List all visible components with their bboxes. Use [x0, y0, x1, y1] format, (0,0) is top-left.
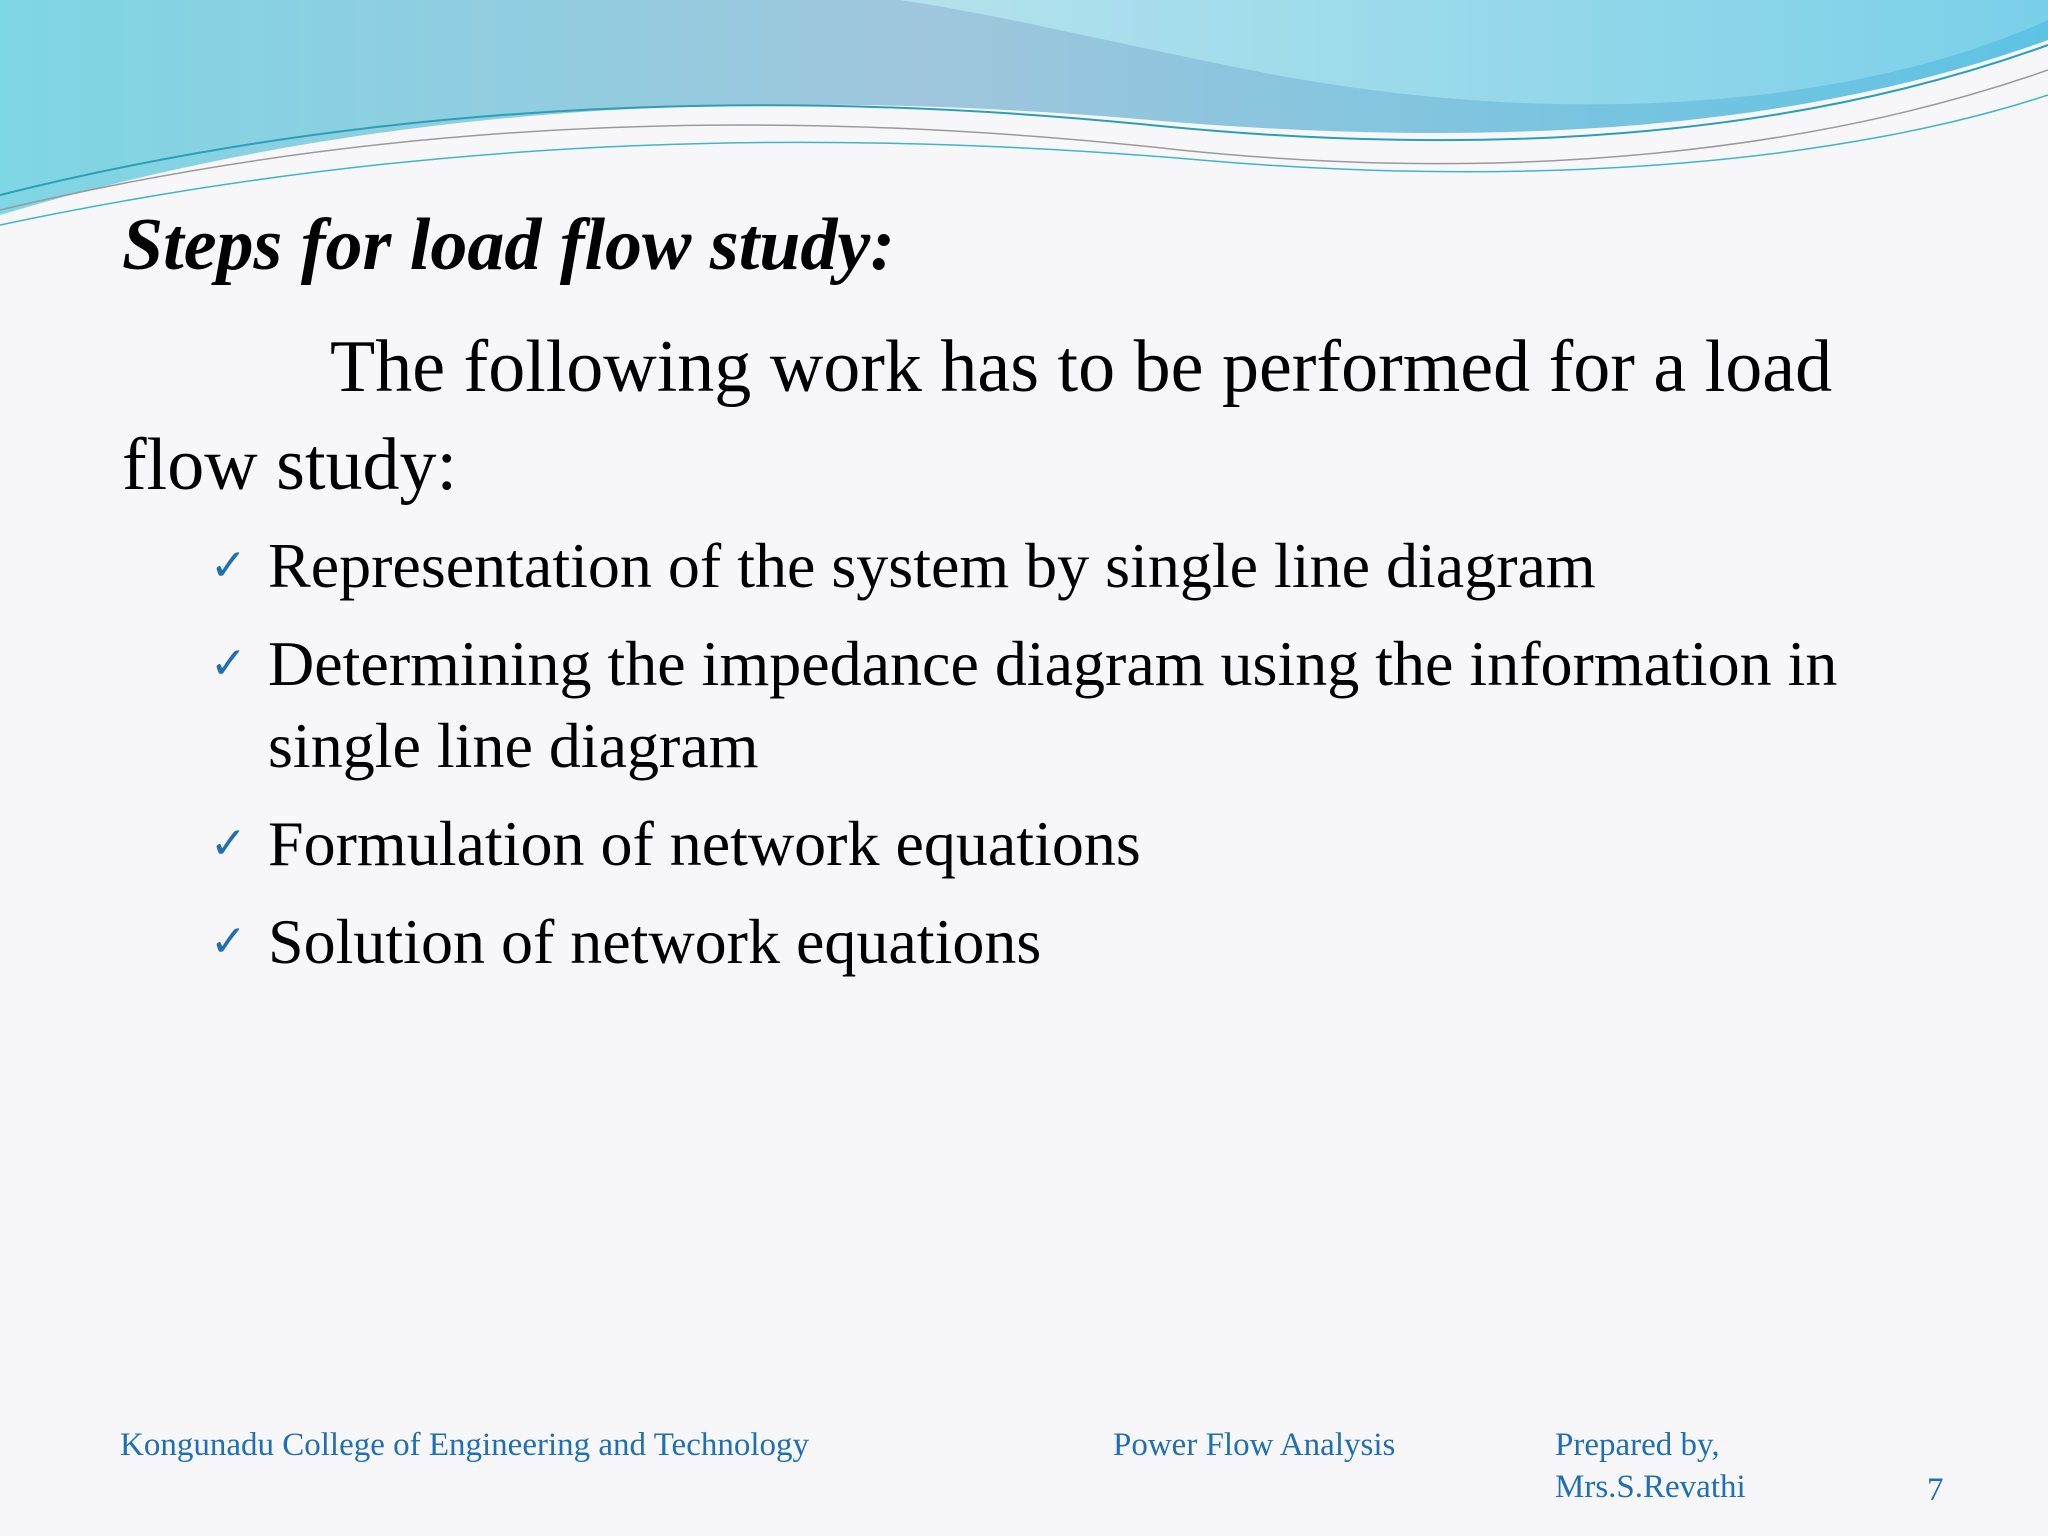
list-item [210, 525, 1910, 607]
list-item-text: Determining the impedance diagram using the information in single line diagram [268, 628, 1838, 781]
check-icon: ✓ [210, 638, 247, 689]
list-item [210, 803, 1910, 885]
check-icon: ✓ [210, 818, 247, 869]
intro-paragraph [122, 318, 1882, 514]
list-item [210, 623, 1910, 787]
footer-prepared-by [1555, 1424, 1746, 1508]
list-item-text: Solution of network equations [268, 906, 1042, 977]
footer-course: Power Flow Analysis [1113, 1427, 1396, 1463]
list-item [210, 901, 1910, 983]
footer-college: Kongunadu College of Engineering and Technology [120, 1427, 810, 1463]
page-number: 7 [1927, 1472, 1944, 1508]
steps-list [210, 525, 1910, 999]
author-name: Mrs.S.Revathi [1555, 1469, 1746, 1505]
list-item-text: Formulation of network equations [268, 808, 1141, 879]
intro-text: The following work has to be performed for a load flow study: [122, 326, 1833, 506]
check-icon: ✓ [210, 916, 247, 967]
check-icon: ✓ [210, 540, 247, 591]
list-item-text: Representation of the system by single line diagram [268, 530, 1596, 601]
slide-title: Steps for load flow study: [122, 204, 895, 286]
prepared-by-label: Prepared by, [1555, 1427, 1720, 1463]
